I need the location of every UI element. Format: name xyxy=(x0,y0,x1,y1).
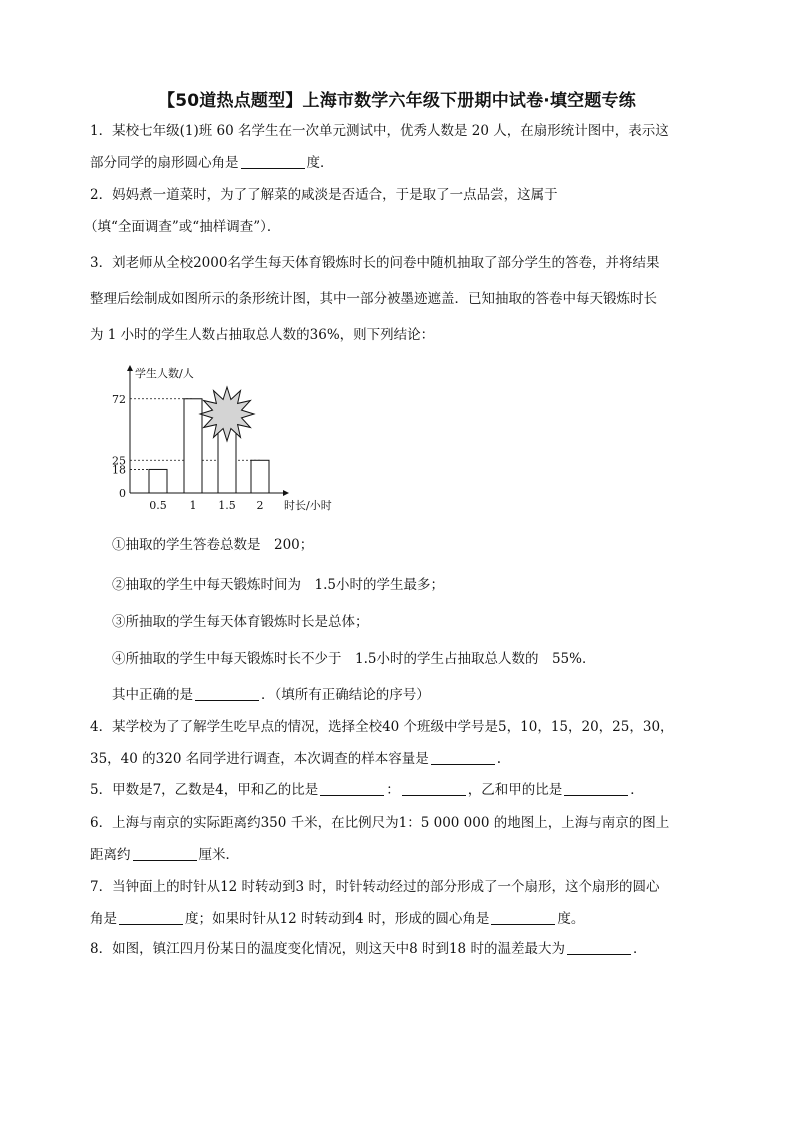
y-tick-label: 25 xyxy=(112,454,126,468)
question-3-line-3: 为 1 小时的学生人数占抽取总人数的36%，则下列结论： xyxy=(90,327,435,343)
question-7-unit: 度。 xyxy=(557,911,585,927)
question-3-line-2: 整理后绘制成如图所示的条形统计图，其中一部分被墨迹遮盖．已知抽取的答卷中每天锻炼时长 xyxy=(90,291,657,307)
question-3-line-1: 3．刘老师从全校2000名学生每天体育锻炼时长的问卷中随机抽取了部分学生的答卷，并将结果 xyxy=(90,255,660,271)
question-8-end: ． xyxy=(632,941,647,957)
question-5-text-a: 5．甲数是7，乙数是4，甲和乙的比是 xyxy=(90,782,319,798)
question-7-text-b: 度；如果时针从12 时转动到4 时，形成的圆心角是 xyxy=(185,911,490,927)
question-5-end: ． xyxy=(630,782,644,798)
question-1-line-1: 1．某校七年级(1)班 60 名学生在一次单元测试中，优秀人数是 20 人，在扇形统计图中，表示这 xyxy=(90,123,669,139)
y-tick-label: 18 xyxy=(112,463,126,477)
option-4: ④所抽取的学生中每天锻炼时长不少于 1.5小时的学生占抽取总人数的 55%． xyxy=(112,651,596,667)
answer-blank[interactable] xyxy=(195,687,259,701)
question-2-line-1: 2．妈妈煮一道菜时，为了了解菜的咸淡是否适合，于是取了一点品尝，这属于 xyxy=(90,187,558,203)
question-3-answer-hint: ．（填所有正确结论的序号） xyxy=(261,687,430,703)
option-3: ③所抽取的学生每天体育锻炼时长是总体； xyxy=(112,614,369,630)
answer-blank[interactable] xyxy=(402,782,466,796)
question-6-text: 距离约 xyxy=(90,847,131,863)
question-4-line-2 xyxy=(90,750,730,768)
question-6-unit: 厘米． xyxy=(198,847,239,863)
x-axis-label: 时长/小时 xyxy=(284,499,332,512)
y-tick-label: 0 xyxy=(119,487,126,500)
question-7-line-2 xyxy=(90,910,730,928)
x-tick-label: 1 xyxy=(189,499,197,512)
question-2-line-2: （填“全面调查”或“抽样调查”）． xyxy=(84,219,281,235)
question-8-line xyxy=(90,940,730,958)
question-7-text-a: 角是 xyxy=(90,911,117,927)
question-3-answer-text: 其中正确的是 xyxy=(112,687,193,703)
option-2: ②抽取的学生中每天锻炼时间为 1.5小时的学生最多； xyxy=(112,577,444,593)
answer-blank[interactable] xyxy=(320,782,384,796)
answer-blank[interactable] xyxy=(241,155,305,169)
x-tick-label: 1.5 xyxy=(218,499,236,512)
question-5-text-c: ，乙和甲的比是 xyxy=(467,782,563,798)
answer-blank[interactable] xyxy=(491,911,555,925)
answer-blank[interactable] xyxy=(564,782,628,796)
bar-0.5 xyxy=(149,469,167,493)
bar-chart xyxy=(110,360,360,520)
question-4-line-1: 4．某学校为了了解学生吃早点的情况，选择全校40 个班级中学号是5，10，15，20，25，30， xyxy=(90,719,674,735)
page-title: 【50道热点题型】上海市数学六年级下册期中试卷·填空题专练 xyxy=(158,91,636,111)
question-1-line-2 xyxy=(90,154,730,172)
ink-blot xyxy=(200,387,254,441)
bar-2 xyxy=(251,460,269,493)
y-tick-label: 72 xyxy=(112,392,126,406)
question-8-text: 8．如图，镇江四月份某日的温度变化情况，则这天中8 时到18 时的温差最大为 xyxy=(90,941,565,957)
x-tick-label: 0.5 xyxy=(149,499,167,512)
x-tick-label: 2 xyxy=(256,499,264,512)
question-6-line-2 xyxy=(90,846,730,864)
answer-blank[interactable] xyxy=(133,847,197,861)
question-5-colon: ： xyxy=(386,782,400,798)
y-axis-label: 学生人数/人 xyxy=(135,367,194,380)
question-1-text: 部分同学的扇形圆心角是 xyxy=(90,155,239,171)
answer-blank[interactable] xyxy=(119,911,183,925)
question-4-text: 35，40 的320 名同学进行调查，本次调查的样本容量是 xyxy=(90,751,429,767)
question-4-end: . xyxy=(496,751,502,767)
question-3-answer-line xyxy=(112,686,752,704)
option-1: ①抽取的学生答卷总数是 200； xyxy=(112,537,314,553)
question-1-unit: 度． xyxy=(306,155,334,171)
question-6-line-1: 6．上海与南京的实际距离约350 千米，在比例尺为1：5 000 000 的地图上，上海与南京的图上 xyxy=(90,815,670,831)
bar-1 xyxy=(184,399,202,493)
question-5-line xyxy=(90,781,730,799)
answer-blank[interactable] xyxy=(431,751,495,765)
answer-blank[interactable] xyxy=(567,941,631,955)
question-7-line-1: 7．当钟面上的时针从12 时转动到3 时，时针转动经过的部分形成了一个扇形，这个扇形的圆心 xyxy=(90,879,660,895)
